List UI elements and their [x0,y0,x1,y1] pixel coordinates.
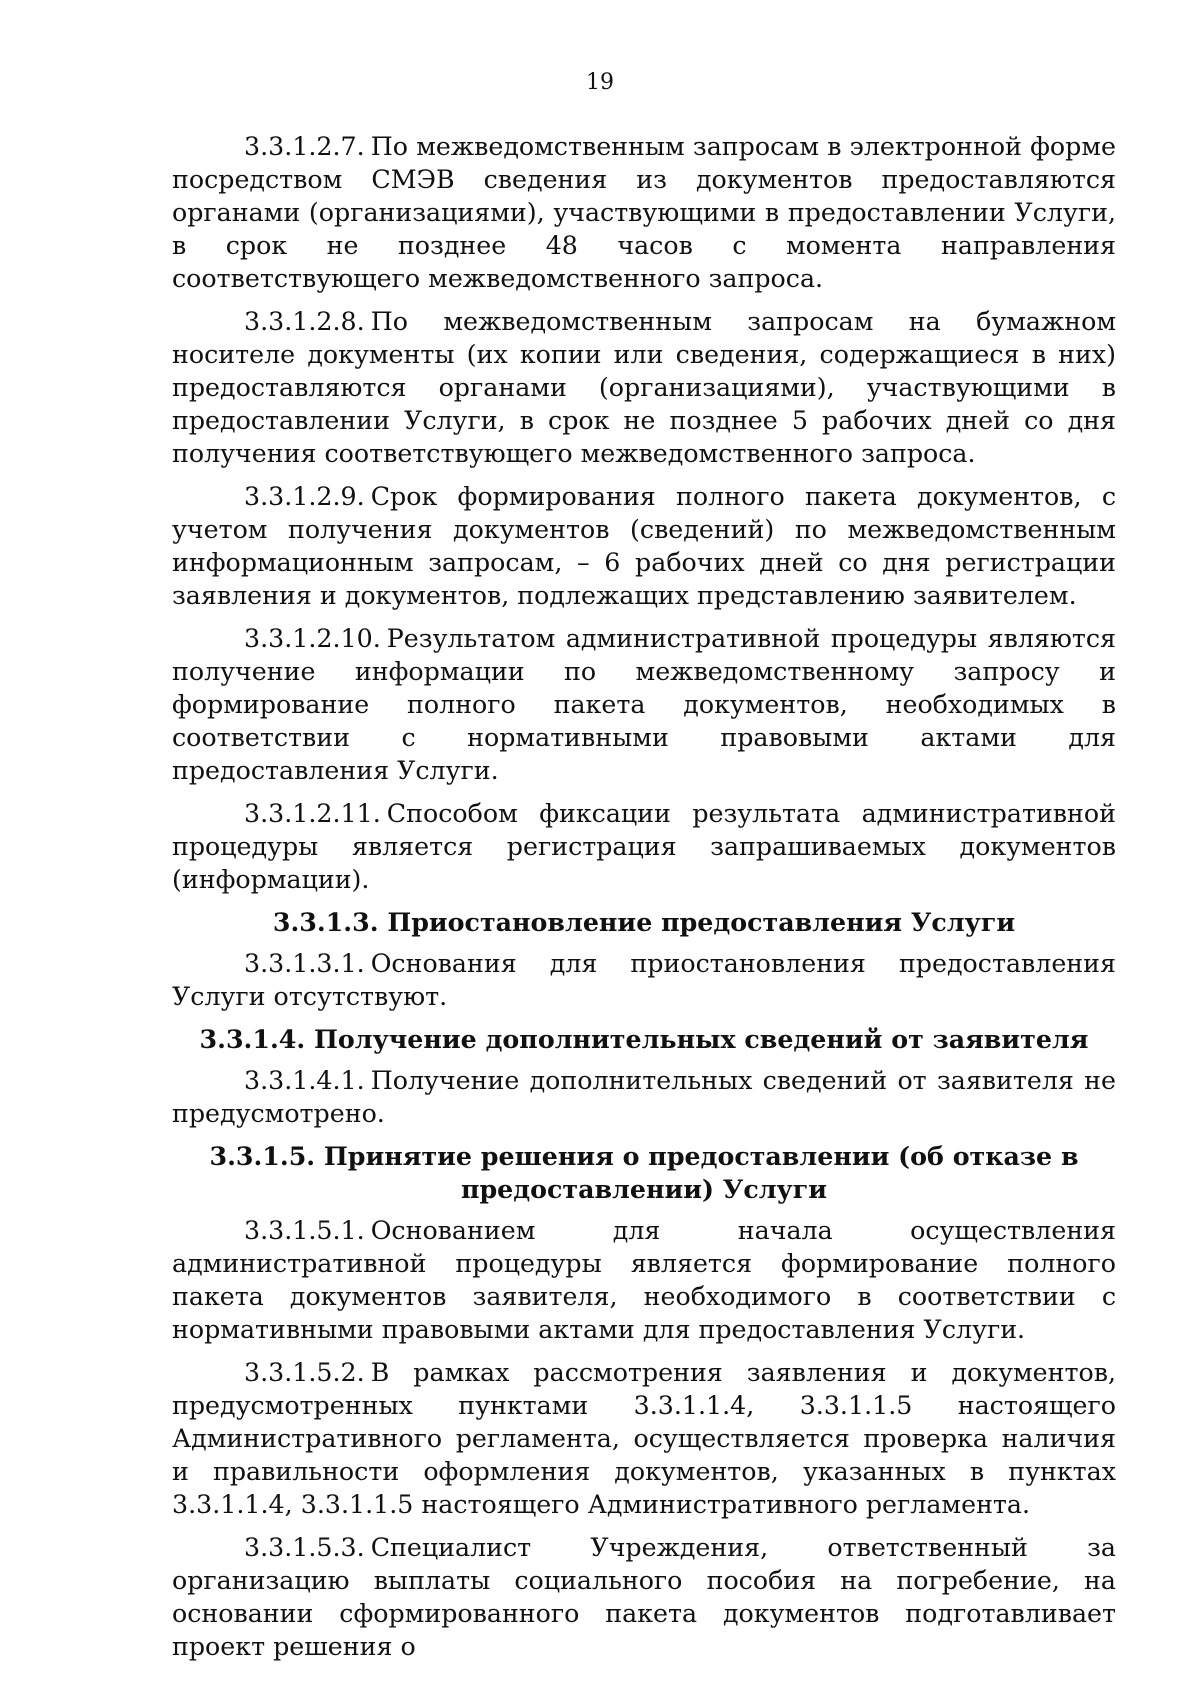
section-heading [172,1140,1116,1206]
paragraph-number: 3.3.1.2.10. [244,624,381,653]
paragraph-text: Специалист Учреждения, ответственный за организацию выплаты социального пособия на погребение, на основании сформированного пакета документов подготавливает проект решения о [172,1533,1116,1661]
paragraph [172,130,1116,295]
paragraph-number: 3.3.1.2.7. [244,132,365,161]
document-body [172,130,1116,1673]
paragraph [172,947,1116,1013]
paragraph [172,1356,1116,1521]
paragraph [172,622,1116,787]
paragraph [172,1214,1116,1346]
paragraph-text: В рамках рассмотрения заявления и документов, предусмотренных пунктами 3.3.1.1.4, 3.3.1.1.5 настоящего Административного регламента, осуществляется проверка наличия и правильности оформления документов, указанных в пунктах 3.3.1.1.4, 3.3.1.1.5 настоящего Административного регламента. [172,1358,1116,1519]
paragraph-text: Способом фиксации результата административной процедуры является регистрация запрашиваемых документов (информации). [172,799,1116,894]
paragraph [172,1531,1116,1663]
paragraph-text: Срок формирования полного пакета документов, с учетом получения документов (сведений) по межведомственным информационным запросам, – 6 рабочих дней со дня регистрации заявления и документов, подлежащих представлению заявителем. [172,482,1116,610]
section-heading-line: 3.3.1.5. Принятие решения о предоставлении (об отказе в [209,1141,1079,1171]
paragraph-text: По межведомственным запросам в электронной форме посредством СМЭВ сведения из документов предоставляются органами (организациями), участвующими в предоставлении Услуги, в срок не позднее 48 часов с момента направления соответствующего межведомственного запроса. [172,132,1116,293]
paragraph-text: Результатом административной процедуры являются получение информации по межведомственному запросу и формирование полного пакета документов, необходимых в соответствии с нормативными правовыми актами для предоставления Услуги. [172,624,1116,785]
paragraph-number: 3.3.1.4.1. [244,1066,365,1095]
paragraph-text: Основанием для начала осуществления административной процедуры является формирование полного пакета документов заявителя, необходимого в соответствии с нормативными правовыми актами для предоставления Услуги. [172,1216,1116,1344]
paragraph-text: Основания для приостановления предоставления Услуги отсутствуют. [172,949,1116,1011]
paragraph-number: 3.3.1.2.11. [244,799,381,828]
section-heading-line: 3.3.1.3. Приостановление предоставления Услуги [272,907,1016,937]
paragraph-text: По межведомственным запросам на бумажном носителе документы (их копии или сведения, содержащиеся в них) предоставляются органами (организациями), участвующими в предоставлении Услуги, в срок не позднее 5 рабочих дней со дня получения соответствующего межведомственного запроса. [172,307,1116,468]
paragraph [172,480,1116,612]
paragraph-text: Получение дополнительных сведений от заявителя не предусмотрено. [172,1066,1116,1128]
section-heading [172,906,1116,939]
paragraph [172,797,1116,896]
paragraph-number: 3.3.1.5.2. [244,1358,365,1387]
paragraph [172,1064,1116,1130]
section-heading [172,1023,1116,1056]
page-number: 19 [586,70,614,95]
paragraph-number: 3.3.1.5.3. [244,1533,365,1562]
paragraph-number: 3.3.1.2.8. [244,307,365,336]
section-heading-line: 3.3.1.4. Получение дополнительных сведений от заявителя [199,1024,1089,1054]
paragraph-number: 3.3.1.5.1. [244,1216,365,1245]
paragraph-number: 3.3.1.3.1. [244,949,365,978]
section-heading-line: предоставлении) Услуги [460,1174,828,1204]
paragraph [172,305,1116,470]
paragraph-number: 3.3.1.2.9. [244,482,365,511]
